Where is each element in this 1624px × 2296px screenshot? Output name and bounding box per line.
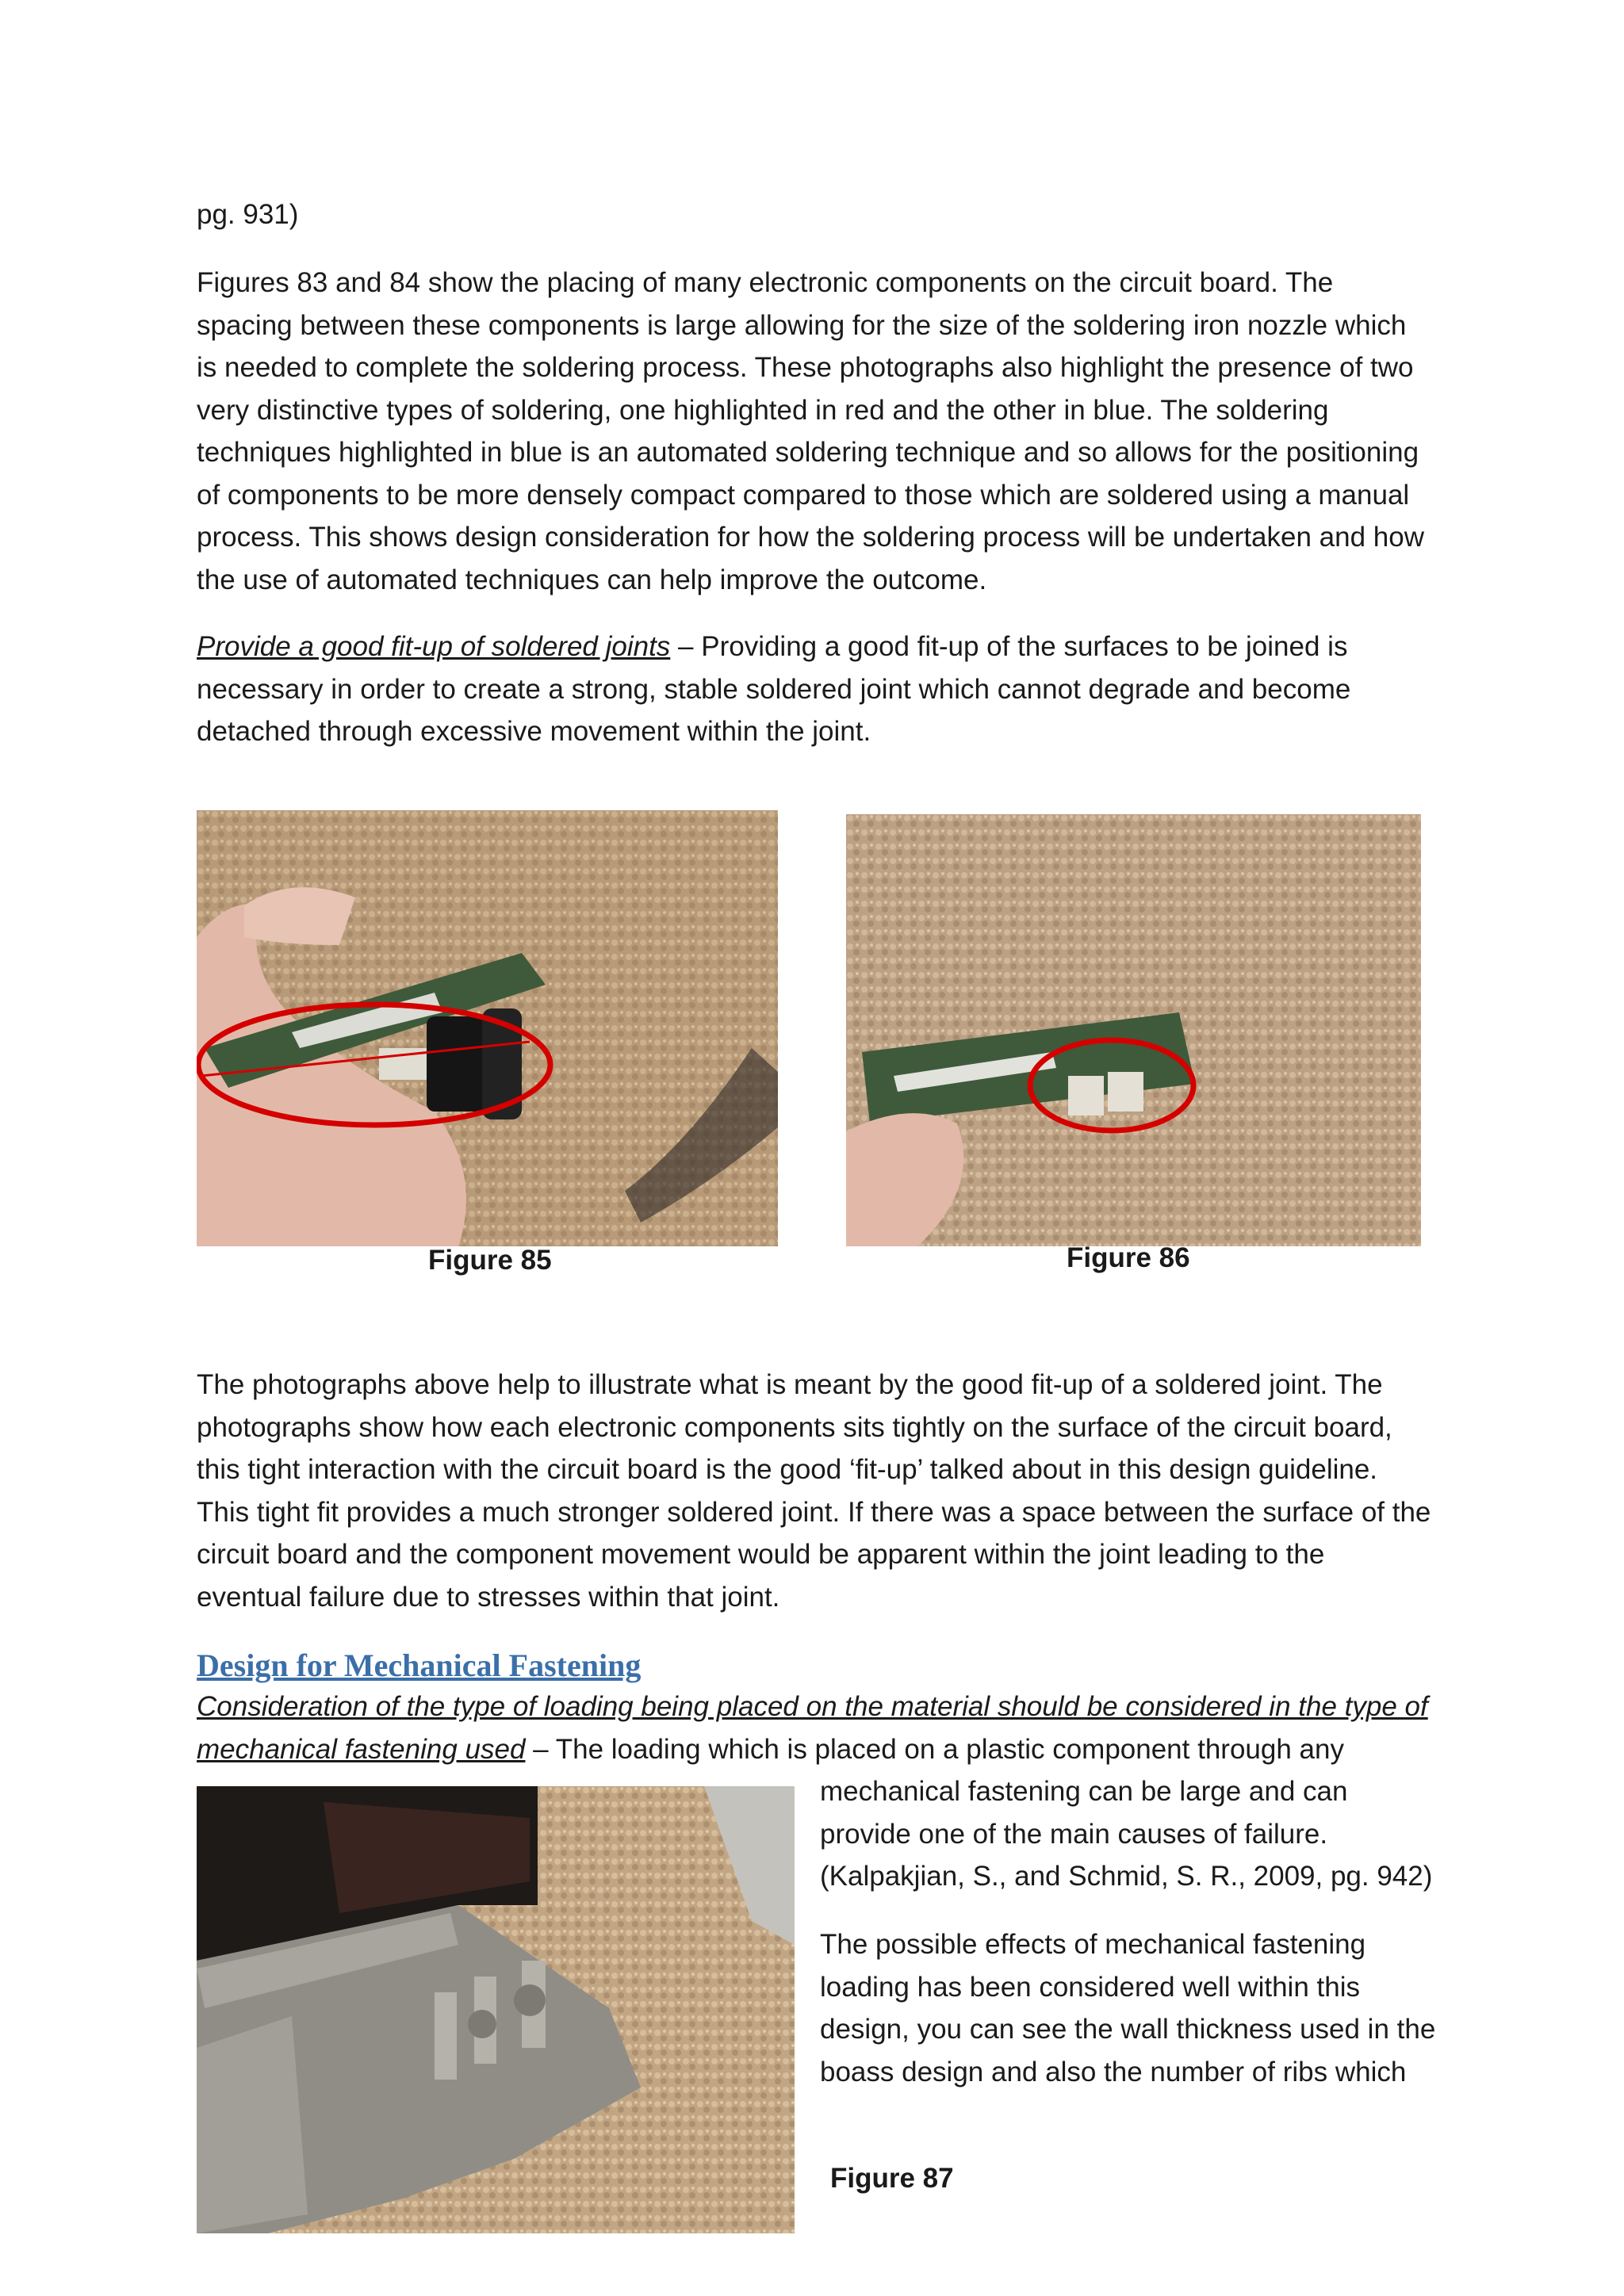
figure-86-caption: Figure 86 bbox=[1067, 1242, 1190, 1273]
page-continuation: pg. 931) bbox=[197, 199, 299, 230]
figure-87-photo bbox=[197, 1786, 795, 2233]
figure-85-photo bbox=[197, 810, 778, 1246]
fit-up-guideline-text: – Providing a good fit-up of the surfaces to be joined is necessary in order to create a strong, stable soldered joint which cannot degrade and become detached through excessive movement within the joint. bbox=[197, 631, 1351, 747]
paragraph-soldering-placement: Figures 83 and 84 show the placing of many electronic components on the circuit board. The spacing between these components is large allowing for the size of the soldering iron nozzle which is needed to complete the soldering process. These photographs also highlight the presence of two very distinctive types of soldering, one highlighted in red and the other in blue. The soldering techniques highlighted in blue is an automated soldering technique and so allows for the positioning of components to be more densely compact compared to those which are soldered using a manual process. This shows design consideration for how the soldering process will be undertaken and how the use of automated techniques can help improve the outcome. bbox=[197, 267, 1424, 595]
figure-86-photo bbox=[846, 814, 1421, 1246]
figure-87-caption: Figure 87 bbox=[830, 2163, 954, 2194]
paragraph-mechanical-loading bbox=[197, 1686, 1434, 1770]
mechanical-loading-guideline-title: Consideration of the type of loading being placed on the material should be considered in the type of mechanical fastening used bbox=[197, 1691, 1428, 1765]
section-heading: Design for Mechanical Fastening bbox=[197, 1647, 642, 1683]
fit-up-guideline-title: Provide a good fit-up of soldered joints bbox=[197, 631, 671, 662]
paragraph-mechanical-loading-continued: mechanical fastening can be large and can provide one of the main causes of failure. (Kalpakjian, S., and Schmid, S. R., 2009, pg. 942) bbox=[820, 1776, 1433, 1892]
paragraph-fit-up bbox=[197, 626, 1434, 753]
paragraph-fit-up-explanation: The photographs above help to illustrate what is meant by the good fit-up of a soldered joint. The photographs show how each electronic components sits tightly on the surface of the circuit board, this tight interaction with the circuit board is the good ‘fit-up’ talked about in this design guideline. This tight fit provides a much stronger soldered joint. If there was a space between the surface of the circuit board and the component movement would be apparent within the joint leading to the eventual failure due to stresses within that joint. bbox=[197, 1369, 1431, 1613]
figure-85-caption: Figure 85 bbox=[428, 1245, 552, 1276]
mechanical-loading-guideline-text: – The loading which is placed on a plastic component through any bbox=[525, 1733, 1344, 1765]
paragraph-fastening-effects: The possible effects of mechanical fastening loading has been considered well within this design, you can see the wall thickness used in the boass design and also the number of ribs which bbox=[820, 1929, 1436, 2087]
